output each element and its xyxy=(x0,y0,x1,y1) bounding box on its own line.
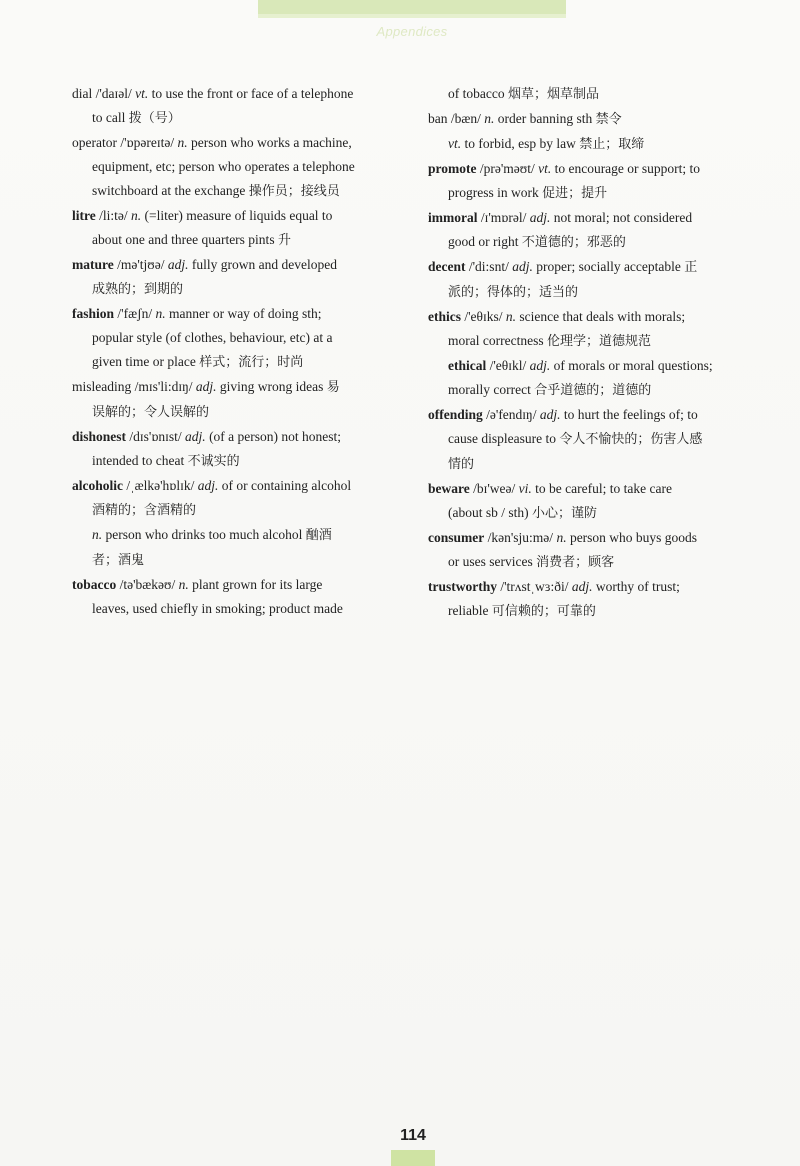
part-of-speech: adj. xyxy=(529,358,551,373)
chinese-translation: 拨（号） xyxy=(128,111,181,126)
entry-line xyxy=(428,526,758,550)
definition-text: about one and three quarters pints xyxy=(92,232,278,247)
entry-line xyxy=(428,181,758,206)
definition-text: not moral; not considered xyxy=(550,210,693,225)
chinese-translation: 派的；得体的；适当的 xyxy=(448,285,579,300)
part-of-speech: n. xyxy=(155,306,166,321)
part-of-speech: adj. xyxy=(512,259,533,274)
entry-line xyxy=(72,548,412,573)
definition-text: person who works a machine, xyxy=(187,135,352,150)
headword: litre xyxy=(72,208,96,223)
part-of-speech: n. xyxy=(178,577,189,592)
glossary-entry xyxy=(72,425,412,474)
part-of-speech: n. xyxy=(556,530,567,545)
definition-text: order banning sth xyxy=(494,111,596,126)
chinese-translation: 禁止；取缔 xyxy=(579,137,645,152)
glossary-entry xyxy=(428,107,758,157)
definition-text: of tobacco xyxy=(448,86,508,101)
glossary-entry xyxy=(428,575,758,624)
pronunciation: /'daɪəl/ xyxy=(92,86,136,101)
definition-text: of or containing alcohol xyxy=(218,478,352,493)
definition-text: popular style (of clothes, behaviour, etc) at a xyxy=(92,330,333,345)
pronunciation: /bɪ'weə/ xyxy=(469,481,519,496)
headword: decent xyxy=(428,259,466,274)
definition-text: person who drinks too much alcohol xyxy=(102,527,306,542)
entry-line xyxy=(72,155,412,179)
entry-line xyxy=(428,255,758,280)
definition-text: giving wrong ideas xyxy=(216,379,327,394)
pronunciation: /ˌælkə'hɒlɪk/ xyxy=(123,478,198,493)
definition-text: of morals or moral questions; xyxy=(550,358,713,373)
part-of-speech: n. xyxy=(484,111,495,126)
part-of-speech: vi. xyxy=(518,481,532,496)
definition-text: to use the front or face of a telephone xyxy=(148,86,354,101)
part-of-speech: n. xyxy=(505,309,517,324)
glossary-entry xyxy=(428,255,758,305)
glossary-column-right xyxy=(428,82,758,624)
chinese-translation: 可信赖的；可靠的 xyxy=(491,604,596,619)
entry-line xyxy=(428,599,758,624)
entry-line xyxy=(428,501,758,526)
definition-text: leaves, used chiefly in smoking; product made xyxy=(92,601,343,616)
chinese-translation: 者；酒鬼 xyxy=(92,553,145,568)
chinese-translation: 伦理学；道德规范 xyxy=(546,334,651,349)
glossary-column-left xyxy=(72,82,412,621)
headword: mature xyxy=(72,257,114,272)
chinese-translation: 误解的；令人误解的 xyxy=(92,405,210,420)
entry-line xyxy=(72,131,412,155)
chinese-translation: 操作员；接线员 xyxy=(248,184,340,199)
part-of-speech: adj. xyxy=(185,429,206,444)
pronunciation: /prə'məʊt/ xyxy=(476,161,539,176)
entry-line xyxy=(428,107,758,132)
pronunciation: /dɪs'ɒnɪst/ xyxy=(126,429,186,444)
glossary-entry xyxy=(428,82,758,107)
headword: fashion xyxy=(72,306,115,321)
headword: alcoholic xyxy=(72,478,123,493)
chinese-translation: 易 xyxy=(326,380,340,395)
section-title: Appendices xyxy=(376,24,448,39)
pronunciation: /'trʌstˌwɜ:ði/ xyxy=(497,579,572,594)
entry-line xyxy=(428,157,758,181)
entry-line xyxy=(72,106,412,131)
headword: ethics xyxy=(428,309,461,324)
chinese-translation: 令人不愉快的；伤害人感 xyxy=(559,432,703,447)
entry-line xyxy=(72,302,412,326)
part-of-speech: adj. xyxy=(571,579,593,594)
glossary-entry xyxy=(72,253,412,302)
chinese-translation: 情的 xyxy=(448,457,475,472)
entry-line xyxy=(72,449,412,474)
definition-text: manner or way of doing sth; xyxy=(165,306,322,321)
headword: promote xyxy=(428,161,477,176)
definition-text: to call xyxy=(92,110,129,125)
definition-text: reliable xyxy=(448,603,492,618)
definition-text: person who buys goods xyxy=(566,530,698,545)
entry-line xyxy=(428,305,758,329)
part-of-speech: adj. xyxy=(539,407,561,422)
chinese-translation: 酒精的；含酒精的 xyxy=(92,503,197,518)
definition-text: good or right xyxy=(448,234,522,249)
glossary-entry xyxy=(428,526,758,575)
entry-line xyxy=(428,329,758,354)
headword: offending xyxy=(428,407,483,422)
definition-text: to encourage or support; to xyxy=(551,161,701,176)
entry-line xyxy=(72,523,412,548)
pronunciation: /ə'fendɪŋ/ xyxy=(482,407,540,422)
definition-text: to be careful; to take care xyxy=(531,481,672,496)
glossary-entry xyxy=(72,204,412,253)
definition-text: given time or place xyxy=(92,354,200,369)
definition-text: to forbid, esp by law xyxy=(461,136,580,151)
part-of-speech: vt. xyxy=(135,86,149,101)
pronunciation: /tə'bækəʊ/ xyxy=(116,577,179,592)
entry-line xyxy=(72,350,412,375)
glossary-entry xyxy=(428,403,758,477)
glossary-entry xyxy=(428,305,758,403)
entry-line xyxy=(72,425,412,449)
glossary-entry xyxy=(72,82,412,131)
entry-line xyxy=(72,573,412,597)
entry-line xyxy=(72,253,412,277)
chinese-translation: 不诚实的 xyxy=(187,454,240,469)
pronunciation: /li:tə/ xyxy=(95,208,131,223)
definition-text: (=liter) measure of liquids equal to xyxy=(141,208,333,223)
entry-line xyxy=(72,277,412,302)
glossary-entry xyxy=(72,302,412,375)
chinese-translation: 升 xyxy=(277,233,291,248)
headword: ban xyxy=(428,111,448,126)
part-of-speech: n. xyxy=(92,527,103,542)
definition-text: or uses services xyxy=(448,554,537,569)
pronunciation: /'eθɪks/ xyxy=(461,309,506,324)
chinese-translation: 小心；谨防 xyxy=(532,506,598,521)
definition-text: proper; socially acceptable xyxy=(532,259,685,274)
part-of-speech: adj. xyxy=(197,478,219,493)
pronunciation: /mɪs'li:dɪŋ/ xyxy=(131,379,196,394)
headword: misleading xyxy=(72,379,132,394)
glossary-entry xyxy=(72,474,412,573)
glossary-entry xyxy=(72,573,412,621)
entry-line xyxy=(428,575,758,599)
pronunciation: /'di:snt/ xyxy=(465,259,513,274)
chinese-translation: 烟草；烟草制品 xyxy=(507,87,599,102)
entry-line xyxy=(72,400,412,425)
headword: immoral xyxy=(428,210,478,225)
glossary-entry xyxy=(428,206,758,255)
entry-line xyxy=(428,378,758,403)
pronunciation: /'fæʃn/ xyxy=(114,306,156,321)
part-of-speech: adj. xyxy=(529,210,551,225)
definition-text: progress in work xyxy=(448,185,543,200)
chinese-translation: 不道德的；邪恶的 xyxy=(521,235,626,250)
page-number-band xyxy=(391,1150,435,1166)
definition-text: fully grown and developed xyxy=(188,257,337,272)
headword: consumer xyxy=(428,530,485,545)
headword: tobacco xyxy=(72,577,117,592)
pronunciation: /bæn/ xyxy=(447,111,485,126)
entry-line xyxy=(428,206,758,230)
entry-line xyxy=(428,230,758,255)
entry-line xyxy=(428,132,758,157)
chinese-translation: 消费者；顾客 xyxy=(536,555,615,570)
chinese-translation: 样式；流行；时尚 xyxy=(199,355,304,370)
entry-line xyxy=(428,427,758,452)
glossary-entry xyxy=(428,157,758,206)
entry-line xyxy=(428,403,758,427)
pronunciation: /kən'sju:mə/ xyxy=(484,530,557,545)
chinese-translation: 禁令 xyxy=(595,112,622,127)
entry-line xyxy=(72,498,412,523)
definition-text: cause displeasure to xyxy=(448,431,560,446)
entry-line xyxy=(72,228,412,253)
header-band xyxy=(258,0,566,18)
entry-line xyxy=(428,354,758,378)
entry-line xyxy=(72,82,412,106)
definition-text: morally correct xyxy=(448,382,535,397)
pronunciation: /ɪ'mɒrəl/ xyxy=(477,210,530,225)
glossary-entry xyxy=(72,375,412,425)
chinese-translation: 正 xyxy=(684,260,698,275)
entry-line xyxy=(72,326,412,350)
entry-line xyxy=(72,375,412,400)
definition-text: plant grown for its large xyxy=(188,577,323,592)
definition-text: (of a person) not honest; xyxy=(205,429,342,444)
definition-text: switchboard at the exchange xyxy=(92,183,249,198)
definition-text: moral correctness xyxy=(448,333,547,348)
entry-line xyxy=(428,82,758,107)
headword: trustworthy xyxy=(428,579,497,594)
definition-text: (about sb / sth) xyxy=(448,505,532,520)
headword: ethical xyxy=(448,358,487,373)
glossary-entry xyxy=(72,131,412,204)
definition-text: science that deals with morals; xyxy=(516,309,686,324)
chinese-translation: 成熟的；到期的 xyxy=(92,282,184,297)
chinese-translation: 合乎道德的；道德的 xyxy=(534,383,652,398)
definition-text: worthy of trust; xyxy=(592,579,680,594)
headword: beware xyxy=(428,481,470,496)
definition-text: equipment, etc; person who operates a telephone xyxy=(92,159,355,174)
part-of-speech: n. xyxy=(177,135,188,150)
chinese-translation: 酗酒 xyxy=(305,528,332,543)
pronunciation: /mə'tjʊə/ xyxy=(113,257,168,272)
page-number: 114 xyxy=(400,1127,426,1144)
part-of-speech: adj. xyxy=(195,379,217,394)
entry-line xyxy=(428,550,758,575)
pronunciation: /'ɒpəreɪtə/ xyxy=(116,135,178,150)
part-of-speech: vt. xyxy=(538,161,552,176)
headword: dial xyxy=(72,86,93,101)
definition-text: intended to cheat xyxy=(92,453,188,468)
entry-line xyxy=(428,280,758,305)
entry-line xyxy=(72,179,412,204)
definition-text: to hurt the feelings of; to xyxy=(560,407,698,422)
entry-line xyxy=(72,597,412,621)
entry-line xyxy=(428,452,758,477)
glossary-entry xyxy=(428,477,758,526)
entry-line xyxy=(72,474,412,498)
part-of-speech: adj. xyxy=(167,257,189,272)
entry-line xyxy=(72,204,412,228)
part-of-speech: vt. xyxy=(448,136,462,151)
entry-line xyxy=(428,477,758,501)
headword: operator xyxy=(72,135,117,150)
chinese-translation: 促进；提升 xyxy=(542,186,608,201)
headword: dishonest xyxy=(72,429,127,444)
pronunciation: /'eθɪkl/ xyxy=(486,358,530,373)
part-of-speech: n. xyxy=(131,208,142,223)
